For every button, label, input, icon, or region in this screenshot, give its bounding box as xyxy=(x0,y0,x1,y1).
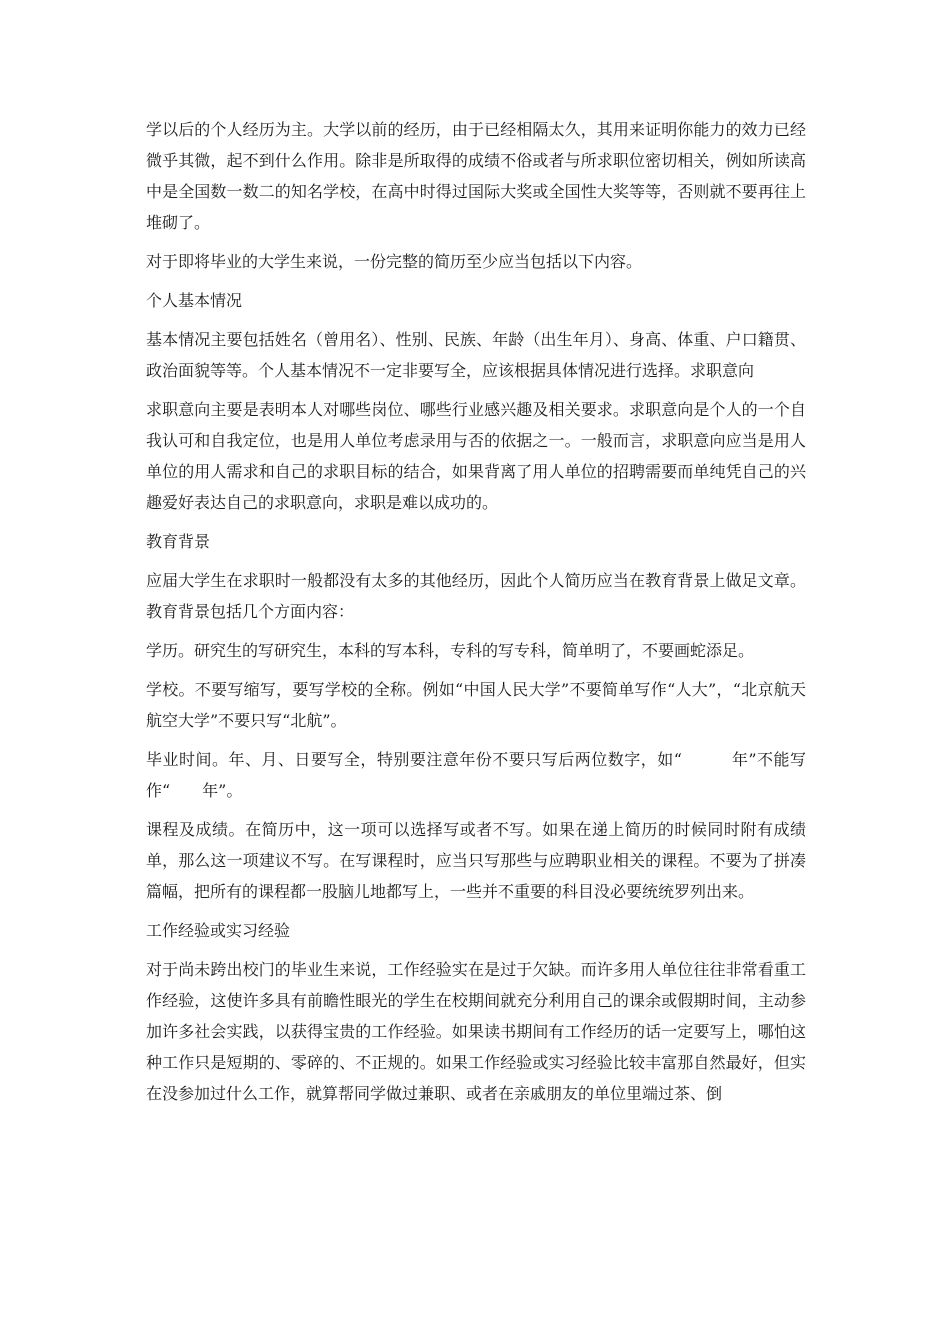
section-heading: 个人基本情况 xyxy=(146,291,243,310)
paragraph: 基本情况主要包括姓名（曾用名）、性别、民族、年龄（出生年月）、身高、体重、户口籍贯、政治面貌等等。个人基本情况不一定非要写全，应该根据具体情况进行选择。求职意向 xyxy=(146,330,806,380)
paragraph: 学校。不要写缩写，要写学校的全称。例如“中国人民大学”不要简单写作“人大”，“北京航天航空大学”不要只写“北航”。 xyxy=(146,680,806,730)
paragraph: 求职意向主要是表明本人对哪些岗位、哪些行业感兴趣及相关要求。求职意向是个人的一个自我认可和自我定位，也是用人单位考虑录用与否的依据之一。一般而言，求职意向应当是用人单位的用人需求和自己的求职目标的结合，如果背离了用人单位的招聘需要而单纯凭自己的兴趣爱好表达自己的求职意向，求职是难以成功的。 xyxy=(146,400,806,512)
paragraph: 学历。研究生的写研究生，本科的写本科，专科的写专科，简单明了，不要画蛇添足。 xyxy=(146,641,755,660)
section-heading: 教育背景 xyxy=(146,532,211,551)
paragraph: 对于尚未跨出校门的毕业生来说，工作经验实在是过于欠缺。而许多用人单位往往非常看重工作经验，这使许多具有前瞻性眼光的学生在校期间就充分利用自己的课余或假期时间，主动参加许多社会实践，以获得宝贵的工作经验。如果读书期间有工作经历的话一定要写上，哪怕这种工作只是短期的、零碎的、不正规的。如果工作经验或实习经验比较丰富那自然最好，但实在没参加过什么工作，就算帮同学做过兼职、或者在亲戚朋友的单位里端过茶、倒 xyxy=(146,960,806,1103)
paragraph: 学以后的个人经历为主。大学以前的经历，由于已经相隔太久，其用来证明你能力的效力已经微乎其微，起不到什么作用。除非是所取得的成绩不俗或者与所求职位密切相关，例如所读高中是全国数一数二的知名学校，在高中时得过国际大奖或全国性大奖等等，否则就不要再往上堆砌了。 xyxy=(146,120,806,232)
paragraph: 毕业时间。年、月、日要写全，特别要注意年份不要只写后两位数字，如“ 年”不能写作“ 年”。 xyxy=(146,750,806,800)
paragraph: 对于即将毕业的大学生来说，一份完整的简历至少应当包括以下内容。 xyxy=(146,252,643,271)
paragraph: 课程及成绩。在简历中，这一项可以选择写或者不写。如果在递上简历的时候同时附有成绩单，那么这一项建议不写。在写课程时，应当只写那些与应聘职业相关的课程。不要为了拼凑篇幅，把所有的课程都一股脑儿地都写上，一些并不重要的科目没必要统统罗列出来。 xyxy=(146,820,806,901)
section-heading: 工作经验或实习经验 xyxy=(146,921,291,940)
paragraph: 应届大学生在求职时一般都没有太多的其他经历，因此个人简历应当在教育背景上做足文章。教育背景包括几个方面内容： xyxy=(146,571,806,621)
document-body xyxy=(146,114,806,1117)
